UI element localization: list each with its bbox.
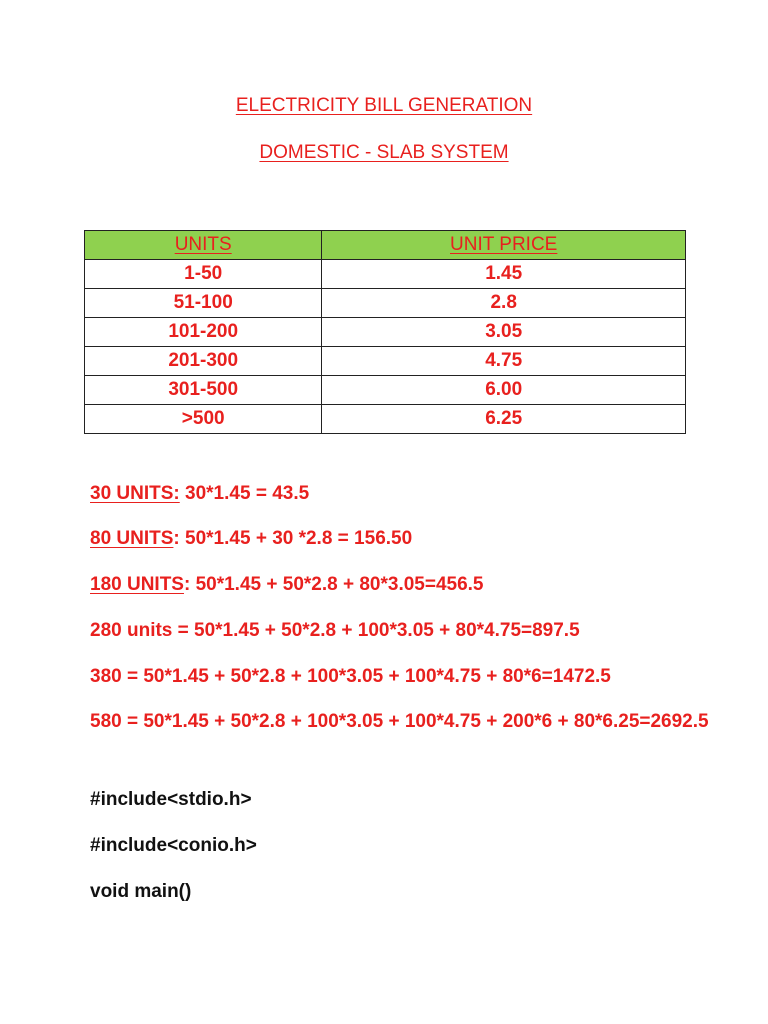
calculation-label: 30 UNITS: (90, 483, 180, 504)
table-row (85, 405, 686, 434)
calculation-text: 580 = 50*1.45 + 50*2.8 + 100*3.05 + 100*4.75 + 200*6 + 80*6.25=2692.5 (90, 711, 709, 732)
units-cell: >500 (85, 405, 322, 434)
units-cell: 201-300 (85, 347, 322, 376)
calculation-line (90, 615, 710, 647)
unit-price-cell: 1.45 (322, 260, 686, 289)
calculation-text: : 50*1.45 + 30 *2.8 = 156.50 (173, 528, 413, 549)
calculation-label: 80 UNITS (90, 528, 174, 549)
table-header-row (85, 231, 686, 260)
calculation-text: : 50*1.45 + 50*2.8 + 80*3.05=456.5 (183, 574, 484, 595)
calculation-line (90, 706, 710, 738)
table-row (85, 376, 686, 405)
table-row (85, 318, 686, 347)
unit-price-cell: 6.25 (322, 405, 686, 434)
table-row (85, 347, 686, 376)
units-cell: 1-50 (85, 260, 322, 289)
column-header-units: UNITS (85, 231, 322, 260)
calculation-line (90, 661, 710, 693)
document-title: ELECTRICITY BILL GENERATION (235, 95, 533, 116)
slab-rate-table (84, 230, 686, 434)
unit-price-cell: 6.00 (322, 376, 686, 405)
column-header-unit-price: UNIT PRICE (322, 231, 686, 260)
units-cell: 101-200 (85, 318, 322, 347)
unit-price-cell: 4.75 (322, 347, 686, 376)
calculation-text: 30*1.45 = 43.5 (179, 483, 310, 504)
unit-price-cell: 3.05 (322, 318, 686, 347)
calculation-line (90, 478, 710, 510)
calculation-line (90, 569, 710, 601)
calculation-text: 380 = 50*1.45 + 50*2.8 + 100*3.05 + 100*4.75 + 80*6=1472.5 (90, 666, 611, 687)
calculation-label: 180 UNITS (90, 574, 184, 595)
code-line: void main() (90, 881, 192, 902)
code-line: #include<conio.h> (90, 835, 257, 856)
code-line: #include<stdio.h> (90, 789, 252, 810)
document-subtitle: DOMESTIC - SLAB SYSTEM (259, 142, 509, 163)
calculation-text: 280 units = 50*1.45 + 50*2.8 + 100*3.05 + 80*4.75=897.5 (90, 620, 580, 641)
units-cell: 51-100 (85, 289, 322, 318)
units-cell: 301-500 (85, 376, 322, 405)
calculation-line (90, 523, 710, 555)
unit-price-cell: 2.8 (322, 289, 686, 318)
table-row (85, 260, 686, 289)
table-row (85, 289, 686, 318)
